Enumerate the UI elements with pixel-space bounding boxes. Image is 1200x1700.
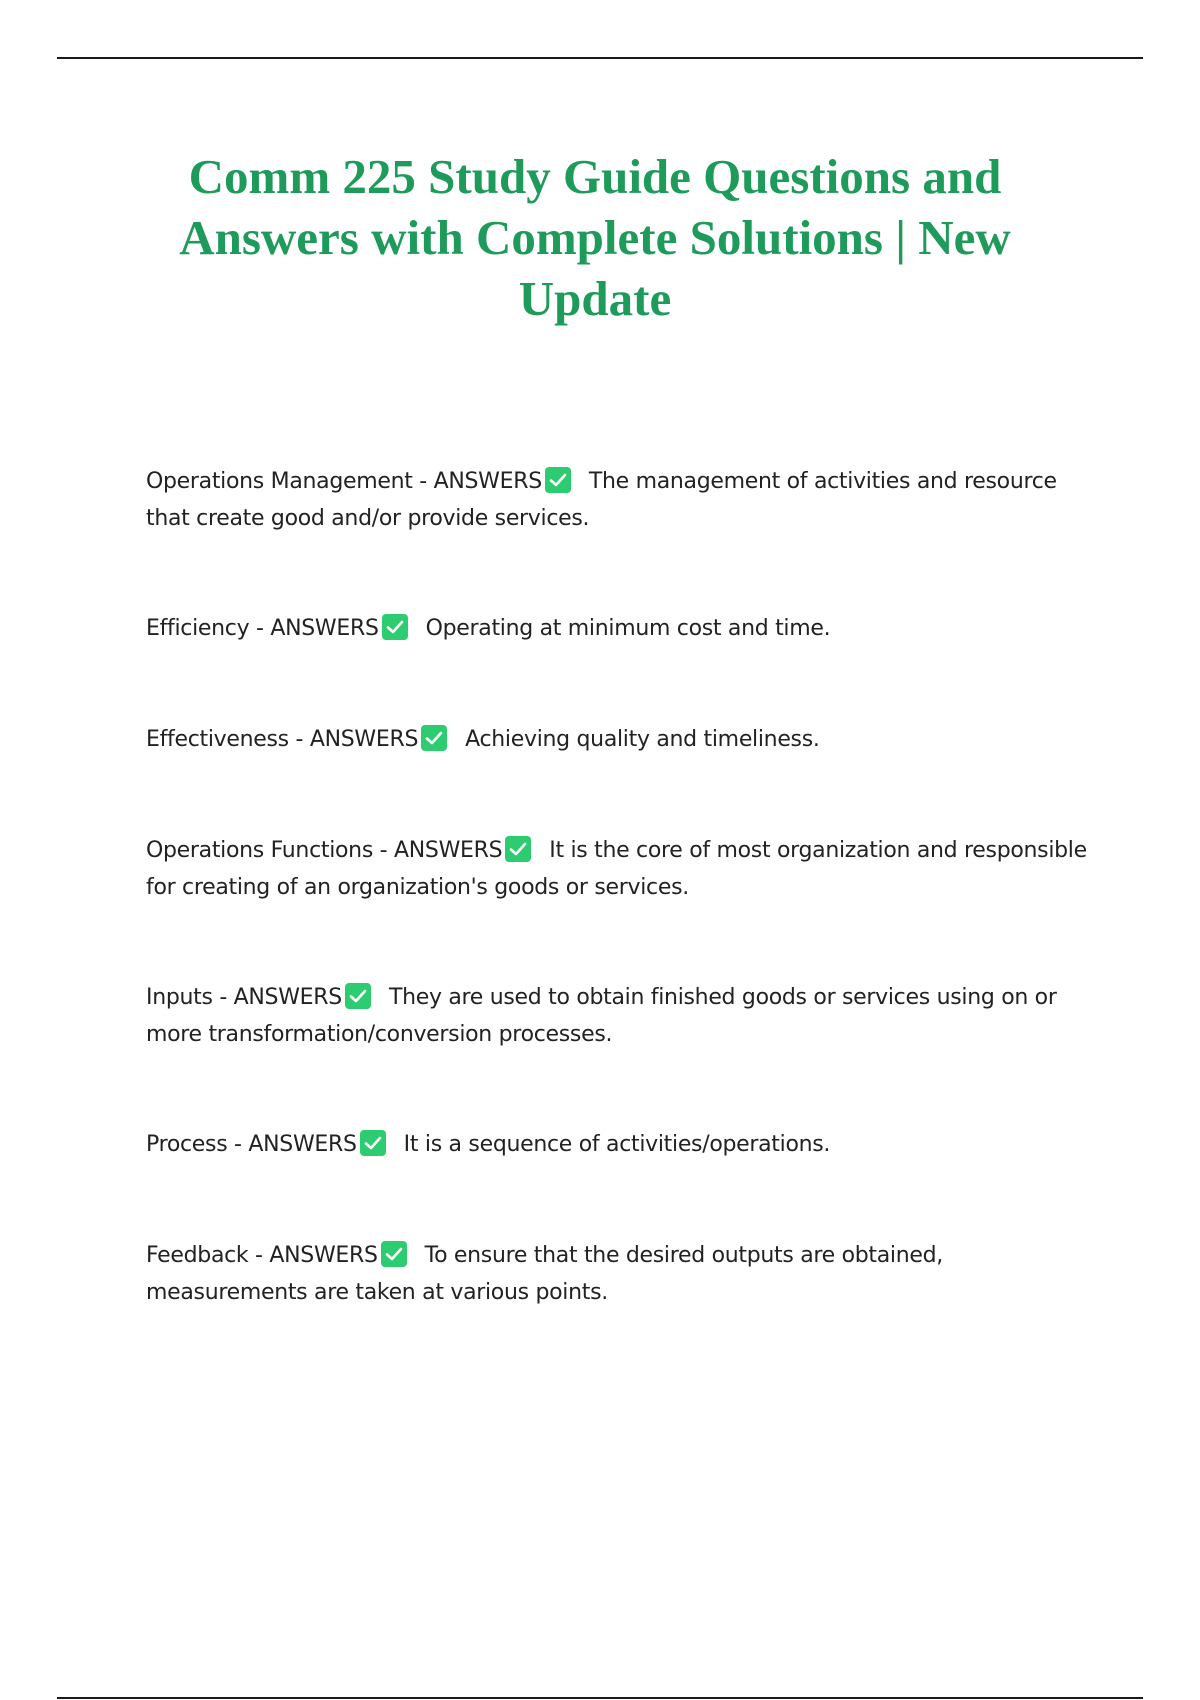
answer: Achieving quality and timeliness. xyxy=(465,727,820,752)
term: Inputs - ANSWERS xyxy=(146,985,342,1010)
term: Efficiency - ANSWERS xyxy=(146,616,379,641)
qa-item-inputs xyxy=(146,979,1106,1053)
check-mark-icon xyxy=(421,725,447,751)
check-mark-icon xyxy=(382,614,408,640)
top-divider xyxy=(57,57,1143,59)
qa-item-feedback xyxy=(146,1237,1106,1311)
check-mark-icon xyxy=(381,1241,407,1267)
bottom-divider xyxy=(57,1697,1143,1699)
answer: They are used to obtain finished goods or services using on or more transformation/conversion processes. xyxy=(146,985,1057,1047)
check-mark-icon xyxy=(345,983,371,1009)
qa-item-operations-management xyxy=(146,463,1106,537)
qa-item-process xyxy=(146,1126,1106,1163)
qa-list xyxy=(146,463,1106,1311)
qa-item-efficiency xyxy=(146,610,1106,647)
document-title: Comm 225 Study Guide Questions and Answers with Complete Solutions | New Update xyxy=(179,149,1011,326)
qa-item-effectiveness xyxy=(146,721,1106,758)
answer: It is the core of most organization and responsible for creating of an organization's goods or services. xyxy=(146,838,1087,900)
answer: The management of activities and resource that create good and/or provide services. xyxy=(146,469,1057,531)
answer: To ensure that the desired outputs are obtained, measurements are taken at various points. xyxy=(146,1243,943,1305)
check-mark-icon xyxy=(505,836,531,862)
term: Operations Management - ANSWERS xyxy=(146,469,542,494)
check-mark-icon xyxy=(545,467,571,493)
term: Process - ANSWERS xyxy=(146,1132,357,1157)
term: Effectiveness - ANSWERS xyxy=(146,727,419,752)
answer: Operating at minimum cost and time. xyxy=(425,616,831,641)
qa-item-operations-functions xyxy=(146,832,1106,906)
term: Feedback - ANSWERS xyxy=(146,1243,378,1268)
check-mark-icon xyxy=(360,1130,386,1156)
term: Operations Functions - ANSWERS xyxy=(146,838,503,863)
answer: It is a sequence of activities/operations. xyxy=(403,1132,831,1157)
